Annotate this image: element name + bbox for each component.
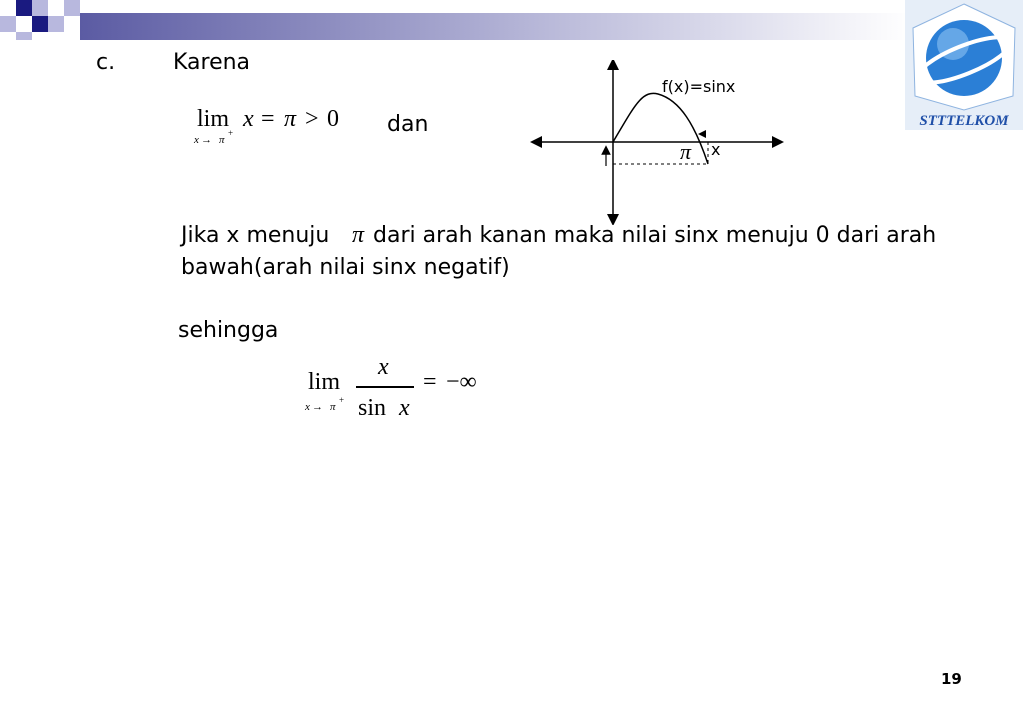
result-value: −∞ bbox=[446, 369, 477, 395]
explanation-pi: π bbox=[352, 222, 365, 248]
sine-graph bbox=[530, 60, 790, 225]
expr-pi: π bbox=[284, 106, 297, 132]
lim2-sub-plus: + bbox=[339, 395, 345, 405]
graph-x-label: x bbox=[711, 140, 721, 159]
expr-zero: 0 bbox=[327, 106, 339, 132]
lim2-label: lim bbox=[308, 369, 341, 395]
denominator-sin: sin bbox=[358, 395, 387, 421]
denominator-x: x bbox=[399, 395, 410, 421]
lim2-sub-arrow: → bbox=[312, 401, 323, 413]
item-marker: c. bbox=[96, 50, 116, 75]
explanation-line1-start: Jika x menuju bbox=[181, 223, 330, 248]
fraction-bar bbox=[356, 386, 414, 388]
function-label: f(x)=sinx bbox=[662, 77, 736, 96]
logo-text: STTTELKOM bbox=[919, 113, 1009, 129]
graph-pi-label: π bbox=[680, 139, 692, 164]
sine-curve bbox=[613, 93, 708, 164]
expr-gt: > bbox=[305, 106, 319, 132]
lim2-sub-var: x bbox=[305, 401, 310, 413]
karena-label: Karena bbox=[173, 50, 251, 75]
sttelkom-logo bbox=[905, 0, 1023, 130]
lim-sub-var: x bbox=[194, 134, 199, 146]
lim-label: lim bbox=[197, 106, 230, 132]
lim-sub-plus: + bbox=[228, 128, 234, 138]
page-number: 19 bbox=[941, 670, 962, 688]
expr-x: x bbox=[243, 106, 254, 132]
fraction-numerator: x bbox=[378, 354, 389, 380]
left-arrow-head bbox=[698, 130, 706, 138]
lim-sub-pi: π bbox=[219, 134, 225, 146]
result-eq: = bbox=[423, 369, 437, 395]
lim-sub-arrow: → bbox=[201, 134, 212, 146]
expr-eq: = bbox=[261, 106, 275, 132]
dan-label: dan bbox=[387, 112, 429, 137]
lim2-sub-pi: π bbox=[330, 401, 336, 413]
explanation-line1-end: dari arah kanan maka nilai sinx menuju 0 dari arah bbox=[373, 223, 937, 248]
explanation-line2: bawah(arah nilai sinx negatif) bbox=[181, 255, 510, 280]
sehingga-label: sehingga bbox=[178, 318, 279, 343]
header-decoration bbox=[0, 0, 1023, 40]
